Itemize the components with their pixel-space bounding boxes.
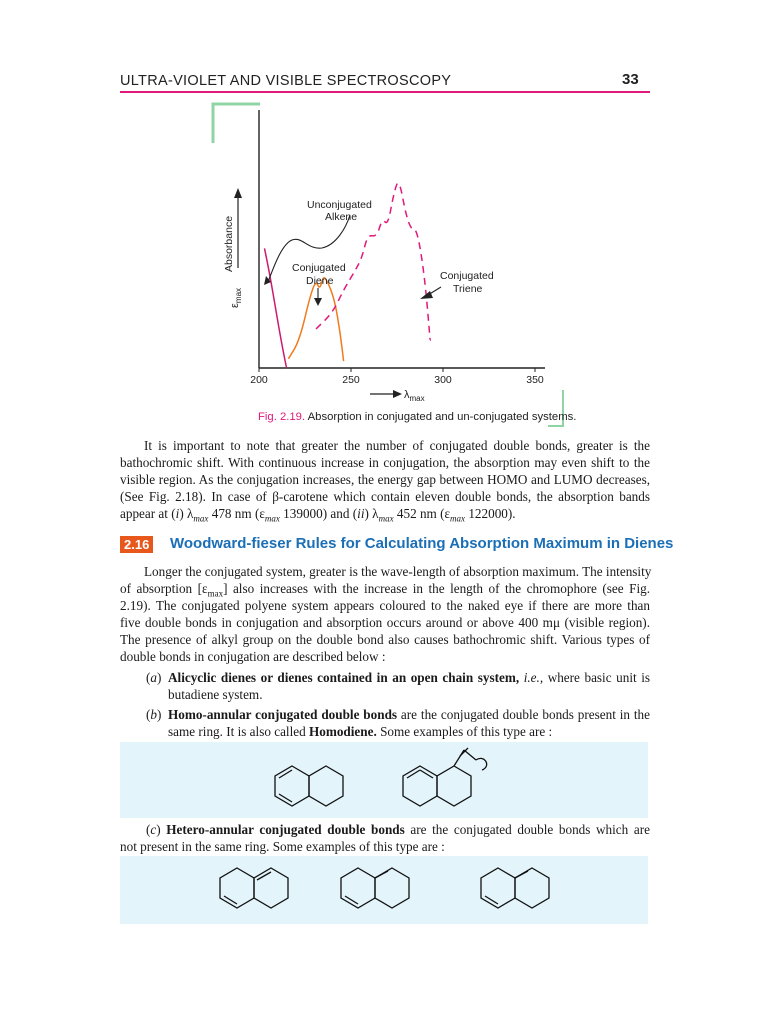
x-tick-label: 350 bbox=[526, 374, 544, 386]
figure-caption-label: Fig. 2.19. bbox=[258, 411, 306, 423]
x-tick-label: 300 bbox=[434, 374, 452, 386]
y-axis-symbol: $\varepsilon_{max}$ bbox=[229, 287, 243, 308]
paragraph-2-line: double bonds in conjugation are described below : bbox=[120, 649, 386, 664]
annotation-diene-1: Conjugated bbox=[292, 262, 346, 274]
x-tick-label: 200 bbox=[250, 374, 268, 386]
homodiene-structure-1 bbox=[275, 766, 343, 806]
homoannular-examples-box bbox=[120, 742, 648, 818]
paragraph-1-line: bathochromic shift. With continuous increase in conjugation, the absorption may even shift to the bbox=[120, 455, 650, 470]
figure-frame-top-left bbox=[213, 104, 260, 143]
heterodiene-structure-2 bbox=[341, 868, 409, 908]
diene-callout-arrowhead bbox=[314, 298, 322, 306]
y-axis-label: Absorbance bbox=[223, 215, 235, 272]
paragraph-2-line: Longer the conjugated system, greater is the wave-length of absorption maximum. The intensity bbox=[144, 564, 652, 579]
x-tick-label: 250 bbox=[342, 374, 360, 386]
x-ticks bbox=[250, 368, 544, 386]
paragraph-1-line: It is important to note that greater the number of conjugated double bonds, greater is the bbox=[144, 438, 650, 453]
y-label-arrowhead bbox=[234, 188, 242, 198]
section-title: Woodward-fieser Rules for Calculating Absorption Maximum in Dienes bbox=[170, 535, 674, 552]
annotation-triene-1: Conjugated bbox=[440, 270, 494, 282]
figure-2-19 bbox=[0, 0, 768, 440]
page-number: 33 bbox=[622, 71, 639, 88]
item-b-text: Homo-annular conjugated double bonds are the conjugated double bonds present in the same ring. It is also called Homodiene. Some examples of this type are : bbox=[168, 707, 650, 739]
x-axis-symbol: $\lambda_{max}$ bbox=[404, 389, 425, 403]
heterodiene-structure-1 bbox=[220, 868, 288, 908]
unconjugated-alkene-curve bbox=[265, 248, 287, 368]
paragraph-1 bbox=[120, 437, 650, 522]
annotation-unconjugated-1: Unconjugated bbox=[307, 199, 372, 211]
paragraph-2 bbox=[120, 563, 650, 665]
annotation-unconjugated-2: Alkene bbox=[325, 211, 358, 223]
item-a-text: Alicyclic dienes or dienes contained in an open chain system, i.e., where basic unit is butadiene system. bbox=[168, 670, 651, 702]
heterodiene-structure-3 bbox=[481, 868, 549, 908]
paragraph-2-line: 2.19). The conjugated polyene system appears coloured to the naked eye if there are more than bbox=[120, 598, 650, 613]
paragraph-1-line: visible region. As the conjugation increases, the energy gap between HOMO and LUMO decreases, bbox=[120, 472, 650, 487]
homoannular-structures bbox=[120, 742, 648, 818]
annotation-diene-2: Diene bbox=[306, 275, 334, 287]
running-head: ULTRA-VIOLET AND VISIBLE SPECTROSCOPY bbox=[120, 73, 452, 89]
homodiene-structure-2 bbox=[403, 748, 487, 806]
paragraph-1-line: (See Fig. 2.18). In case of β-carotene which contain eleven double bonds, the absorption bands bbox=[120, 489, 650, 504]
item-c-marker: c bbox=[150, 822, 157, 837]
conjugated-diene-curve bbox=[288, 278, 343, 361]
item-c: (c) Hetero-annular conjugated double bonds are the conjugated double bonds which are not present in the same ring. Some examples of this type are : bbox=[120, 822, 650, 854]
heteroannular-structures bbox=[120, 856, 648, 924]
heteroannular-examples-box bbox=[120, 856, 648, 924]
figure-caption bbox=[258, 411, 576, 423]
figure-caption-text: Absorption in conjugated and un-conjugated systems. bbox=[307, 411, 577, 423]
item-b-marker: (b) bbox=[146, 707, 162, 722]
x-label-arrowhead bbox=[393, 390, 402, 398]
paragraph-2-line: The presence of alkyl group on the double bond also causes bathochromic shift. Various types of bbox=[120, 632, 650, 647]
annotation-triene-2: Triene bbox=[453, 283, 483, 295]
section-number: 2.16 bbox=[120, 536, 153, 553]
paragraph-2-line: of absorption $[\varepsilon_{max}]$ also increases with the increase in the length of the chromophore (see Fig. bbox=[120, 581, 650, 599]
item-a-marker: (a) bbox=[146, 670, 162, 685]
paragraph-1-last-line: appear at (i) $\lambda_{max}$ 478 nm ($\varepsilon_{max}$ 139000) and (ii) $\lambda_{max}$ 452 nm ($\varepsilon_{max}$ 122000). bbox=[120, 506, 516, 524]
paragraph-2-line: five double bonds in conjugation and absorption occurs around or above 400 mμ (visible region). bbox=[120, 615, 650, 630]
